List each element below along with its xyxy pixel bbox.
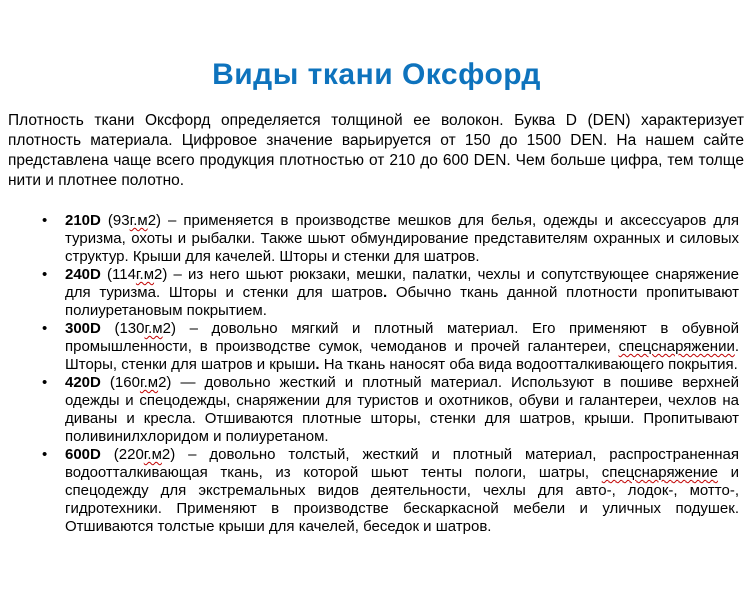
misspelled-word: г.м bbox=[144, 320, 163, 337]
misspelled-word: г.м bbox=[139, 374, 159, 391]
text-segment: 2) – из него шьют рюкзаки, мешки, палатки, чехлы и сопутствующее снаряжение для туризма. Шторы и стенки для шатров bbox=[65, 266, 739, 301]
text-segment: На ткань наносят оба вида водоотталкивающего покрытия. bbox=[319, 356, 738, 373]
text-segment: 2) – довольно толстый, жесткий и плотный материал, распространенная водоотталкивающая ткань, из которой шьют тенты пологи, шатры, bbox=[65, 446, 739, 481]
text-segment: (220 bbox=[100, 446, 144, 463]
list-item bbox=[65, 320, 739, 374]
misspelled-word: г.м bbox=[135, 266, 155, 283]
density-label: 600D bbox=[65, 446, 101, 463]
density-label: 210D bbox=[65, 212, 101, 229]
list-item bbox=[65, 266, 739, 320]
intro-paragraph: Плотность ткани Оксфорд определяется толщиной ее волокон. Буква D (DEN) характеризует плотность материала. Цифровое значение варьируется от 150 до 1500 DEN. На нашем сайте представлена чаще всего продукция плотностью от 210 до 600 DEN. Чем больше цифра, тем толще нити и плотнее полотно. bbox=[8, 112, 744, 189]
misspelled-word: спецснаряжении bbox=[618, 338, 735, 355]
text-segment: 2) – применяется в производстве мешков для белья, одежды и аксессуаров для туризма, охоты и рыбалки. Также шьют обмундирование представителям охранных и силовых структур. Крыши для качелей. Шторы и стенки для шатров. bbox=[65, 212, 739, 265]
text-segment: (160 bbox=[100, 374, 140, 391]
density-label: . bbox=[315, 356, 320, 373]
list-item bbox=[65, 212, 739, 266]
text-segment: и спецодежду для экстремальных видов деятельности, чехлы для авто-, лодок-, мотто-, гидротехники. Применяют в производстве бескаркасной мебели и уличных подушек. Отшиваются толстые крыши для качелей, беседок и шатров. bbox=[65, 464, 739, 535]
page-title: Виды ткани Оксфорд bbox=[212, 58, 541, 91]
text-segment: (93 bbox=[100, 212, 130, 229]
misspelled-word: г.м bbox=[129, 212, 148, 229]
list-item bbox=[65, 446, 739, 536]
text-segment: Обычно ткань данной плотности пропитывают полиуретановым покрытием. bbox=[65, 284, 739, 319]
text-segment: (130 bbox=[100, 320, 145, 337]
misspelled-word: г.м bbox=[143, 446, 162, 463]
density-label: . bbox=[382, 284, 388, 301]
density-label: 420D bbox=[65, 374, 101, 391]
density-label: 240D bbox=[65, 266, 101, 283]
misspelled-word: спецснаряжение bbox=[601, 464, 718, 481]
text-segment: 2) — довольно жесткий и плотный материал. Используют в пошиве верхней одежды и спецодежды, снаряжении для туристов и охотников, обуви и галантереи, чехлов на диваны и кресла. Отшиваются плотные шторы, стенки для шатров, крыши. Пропитывают поливинилхлоридом и полиуретаном. bbox=[65, 374, 739, 445]
text-segment: (114 bbox=[100, 266, 136, 283]
density-label: 300D bbox=[65, 320, 101, 337]
fabric-density-list bbox=[0, 212, 739, 536]
text-segment: 2) – довольно мягкий и плотный материал. Его применяют в обувной промышленности, в производстве сумок, чемоданов и прочей галантереи, bbox=[65, 320, 739, 355]
list-item bbox=[65, 374, 739, 446]
text-segment: . Шторы, стенки для шатров и крыши bbox=[65, 338, 739, 373]
